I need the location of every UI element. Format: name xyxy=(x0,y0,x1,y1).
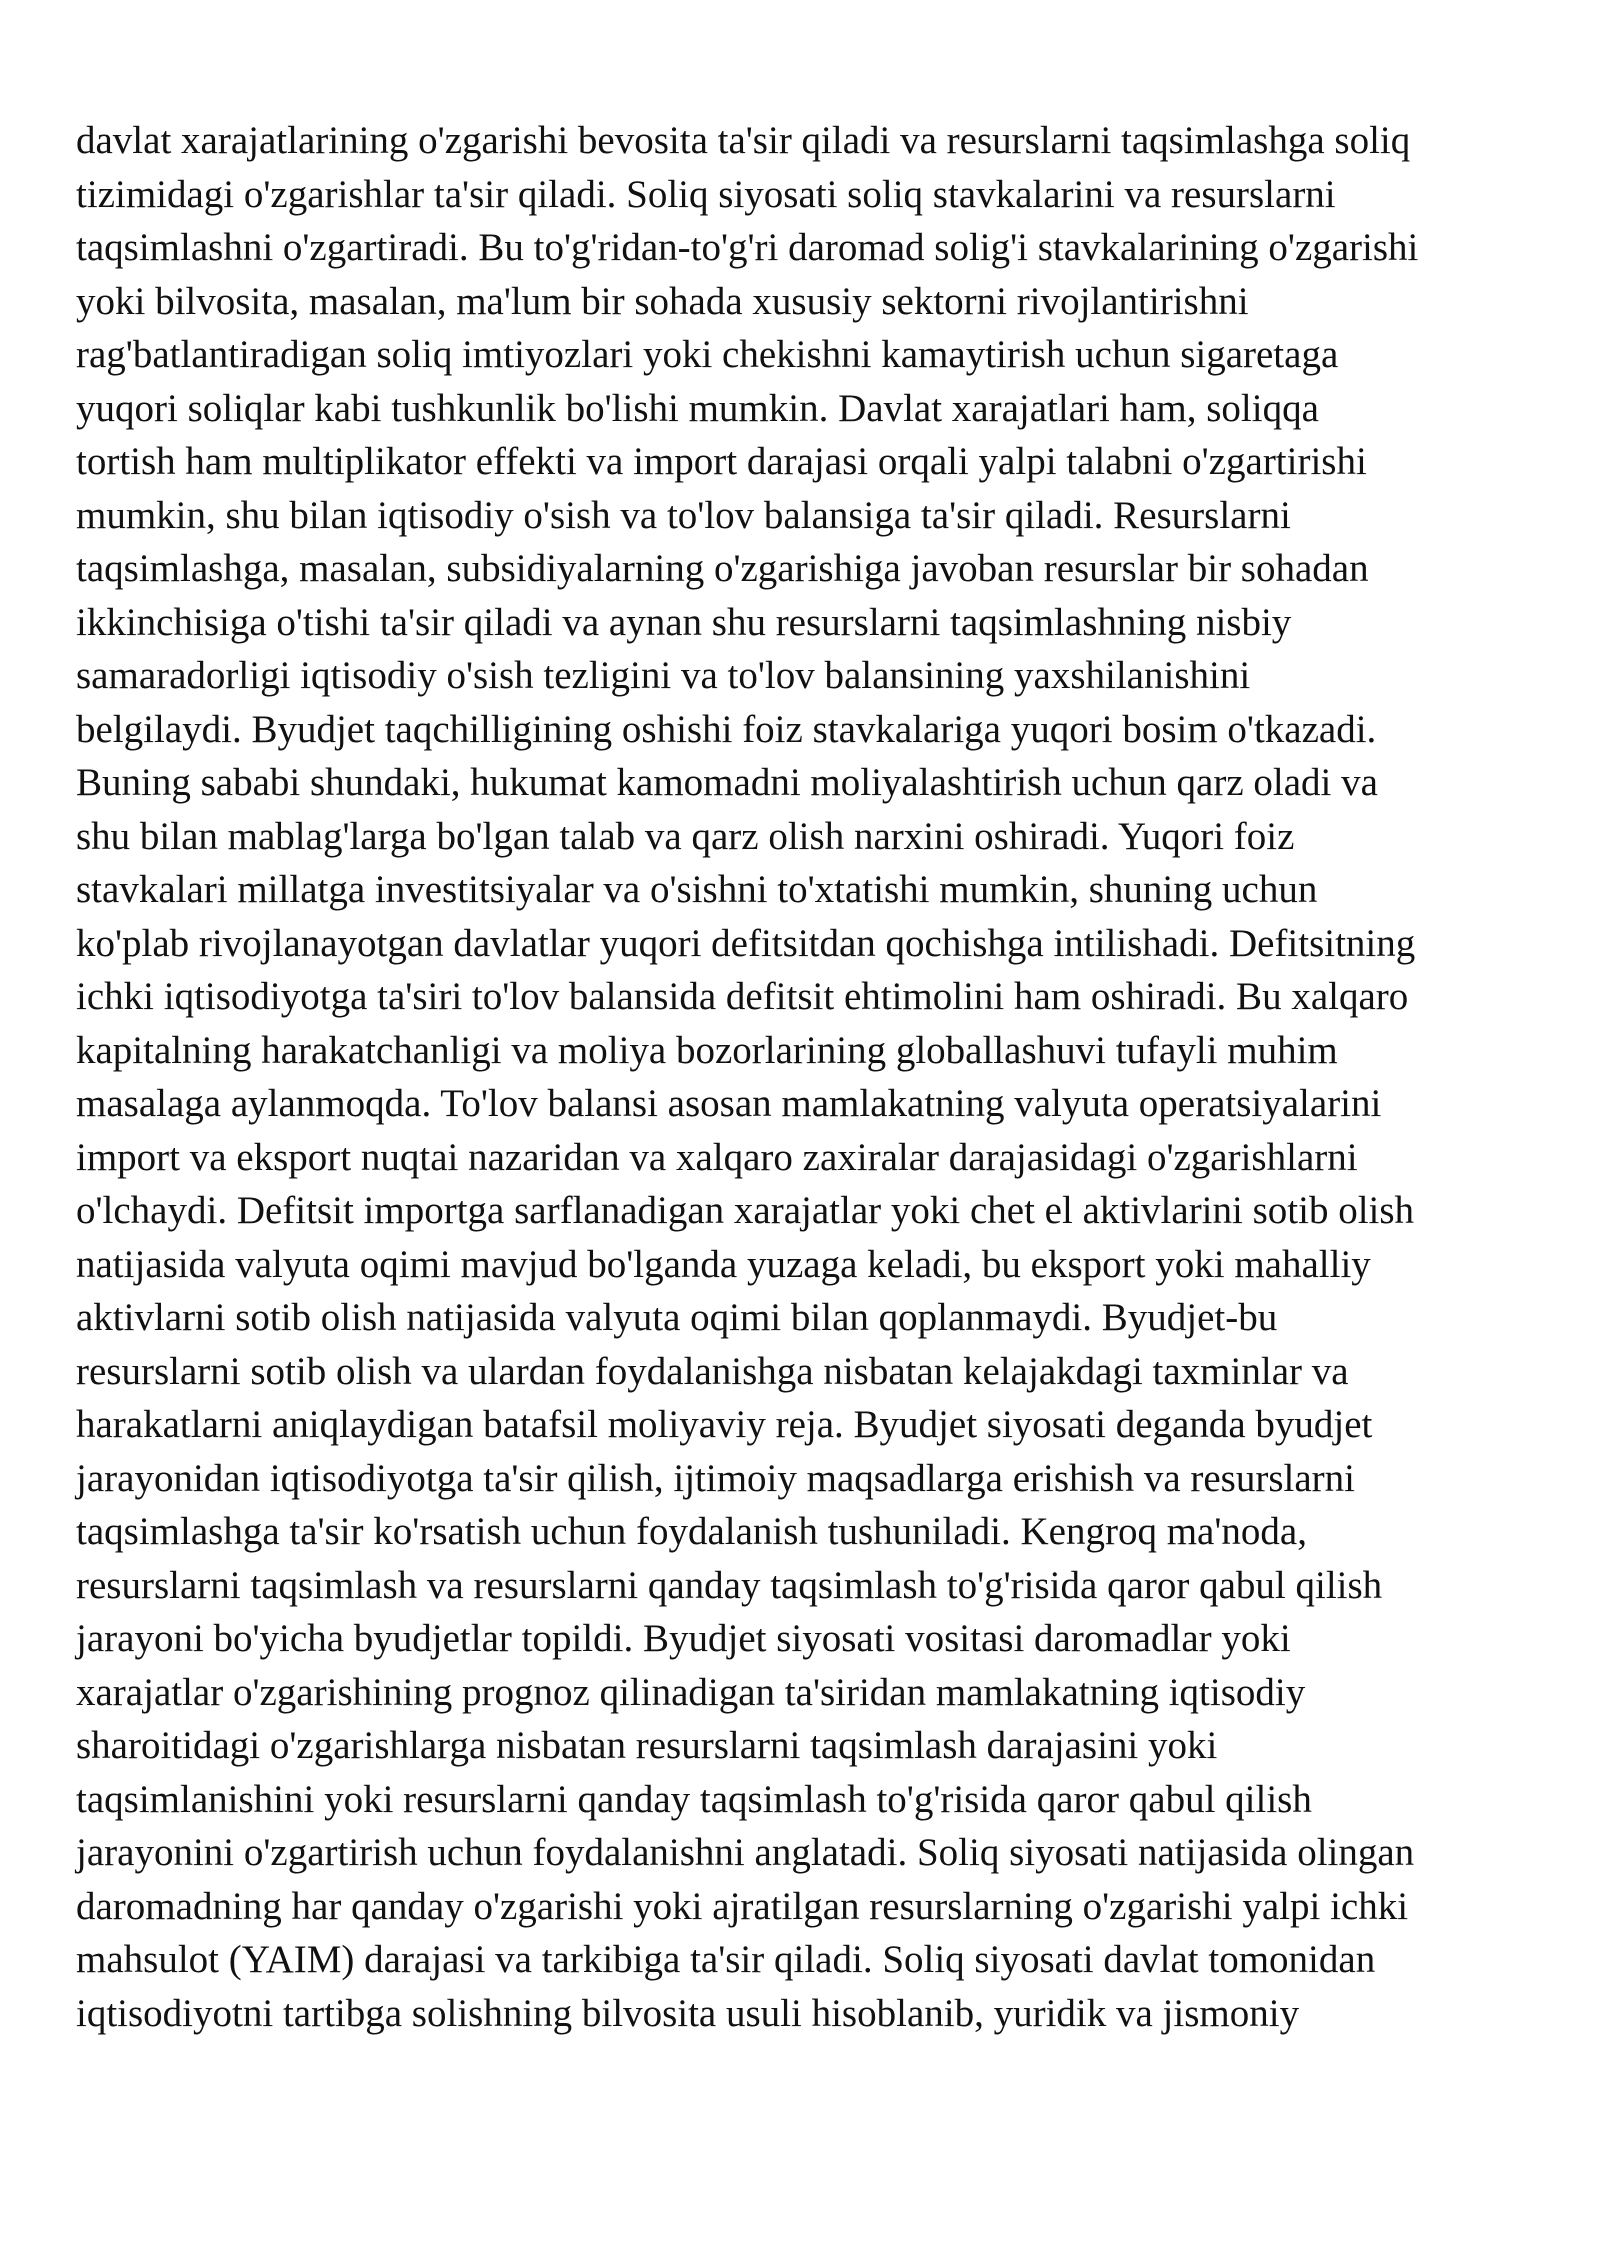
text-line: tizimidagi o'zgarishlar ta'sir qiladi. Soliq siyosati soliq stavkalarini va resurslarni xyxy=(76,172,1336,216)
text-line: xarajatlar o'zgarishining prognoz qilinadigan ta'siridan mamlakatning iqtisodiy xyxy=(76,1670,1306,1714)
text-line: masalaga aylanmoqda. To'lov balansi asosan mamlakatning valyuta operatsiyalarini xyxy=(76,1082,1382,1125)
text-line: natijasida valyuta oqimi mavjud bo'lganda yuzaga keladi, bu eksport yoki mahalliy xyxy=(76,1242,1371,1286)
text-line: harakatlarni aniqlaydigan batafsil moliyaviy reja. Byudjet siyosati deganda byudjet xyxy=(76,1403,1373,1446)
text-line: samaradorligi iqtisodiy o'sish tezligini va to'lov balansining yaxshilanishini xyxy=(76,654,1251,697)
text-line: jarayonini o'zgartirish uchun foydalanishni anglatadi. Soliq siyosati natijasida olingan xyxy=(76,1831,1415,1874)
text-line: kapitalning harakatchanligi va moliya bozorlarining globallashuvi tufayli muhim xyxy=(76,1028,1338,1072)
text-line: ko'plab rivojlanayotgan davlatlar yuqori defitsitdan qochishga intilishadi. Defitsitning xyxy=(76,921,1416,965)
text-line: ikkinchisiga o'tishi ta'sir qiladi va aynan shu resurslarni taqsimlashning nisbiy xyxy=(76,600,1292,644)
text-line: resurslarni taqsimlash va resurslarni qanday taqsimlash to'g'risida qaror qabul qilish xyxy=(76,1563,1383,1607)
text-line: mahsulot (YAIM) darajasi va tarkibiga ta'sir qiladi. Soliq siyosati davlat tomonidan xyxy=(76,1938,1376,1981)
text-line: yuqori soliqlar kabi tushkunlik bo'lishi mumkin. Davlat xarajatlari ham, soliqqa xyxy=(76,386,1319,430)
text-line: tortish ham multiplikator effekti va import darajasi orqali yalpi talabni o'zgartirishi xyxy=(76,440,1367,483)
text-line: import va eksport nuqtai nazaridan va xalqaro zaxiralar darajasidagi o'zgarishlarni xyxy=(76,1135,1358,1179)
text-line: taqsimlashga, masalan, subsidiyalarning o'zgarishiga javoban resurslar bir sohadan xyxy=(76,547,1369,590)
text-line: taqsimlanishini yoki resurslarni qanday taqsimlash to'g'risida qaror qabul qilish xyxy=(76,1777,1312,1821)
text-line: yoki bilvosita, masalan, ma'lum bir sohada xususiy sektorni rivojlantirishni xyxy=(76,279,1249,323)
text-line: shu bilan mablag'larga bo'lgan talab va qarz olish narxini oshiradi. Yuqori foiz xyxy=(76,814,1295,858)
text-line: taqsimlashga ta'sir ko'rsatish uchun foydalanish tushuniladi. Kengroq ma'noda, xyxy=(76,1510,1307,1553)
text-line: Buning sababi shundaki, hukumat kamomadni moliyalashtirish uchun qarz oladi va xyxy=(76,761,1378,804)
text-line: mumkin, shu bilan iqtisodiy o'sish va to'lov balansiga ta'sir qiladi. Resurslarni xyxy=(76,493,1291,537)
text-line: taqsimlashni o'zgartiradi. Bu to'g'ridan-to'g'ri daromad solig'i stavkalarining o'zgarishi xyxy=(76,226,1419,269)
text-line: o'lchaydi. Defitsit importga sarflanadigan xarajatlar yoki chet el aktivlarini sotib olish xyxy=(76,1189,1415,1232)
body-paragraph xyxy=(76,114,1556,2040)
text-line: aktivlarni sotib olish natijasida valyuta oqimi bilan qoplanmaydi. Byudjet-bu xyxy=(76,1296,1278,1339)
text-line: ichki iqtisodiyotga ta'siri to'lov balansida defitsit ehtimolini ham oshiradi. Bu xalqaro xyxy=(76,975,1409,1018)
text-line: sharoitidagi o'zgarishlarga nisbatan resurslarni taqsimlash darajasini yoki xyxy=(76,1724,1218,1767)
text-line: belgilaydi. Byudjet taqchilligining oshishi foiz stavkalariga yuqori bosim o'tkazadi. xyxy=(76,707,1377,751)
text-line: jarayonidan iqtisodiyotga ta'sir qilish, ijtimoiy maqsadlarga erishish va resurslarni xyxy=(76,1456,1355,1500)
text-line: iqtisodiyotni tartibga solishning bilvosita usuli hisoblanib, yuridik va jismoniy xyxy=(76,1991,1300,2035)
text-line: stavkalari millatga investitsiyalar va o'sishni to'xtatishi mumkin, shuning uchun xyxy=(76,868,1318,911)
text-line: davlat xarajatlarining o'zgarishi bevosita ta'sir qiladi va resurslarni taqsimlashga soliq xyxy=(76,119,1411,162)
text-line: rag'batlantiradigan soliq imtiyozlari yoki chekishni kamaytirish uchun sigaretaga xyxy=(76,333,1339,376)
text-line: jarayoni bo'yicha byudjetlar topildi. Byudjet siyosati vositasi daromadlar yoki xyxy=(76,1617,1291,1660)
text-line: resurslarni sotib olish va ulardan foydalanishga nisbatan kelajakdagi taxminlar va xyxy=(76,1349,1349,1393)
text-line: daromadning har qanday o'zgarishi yoki ajratilgan resurslarning o'zgarishi yalpi ichki xyxy=(76,1884,1409,1928)
